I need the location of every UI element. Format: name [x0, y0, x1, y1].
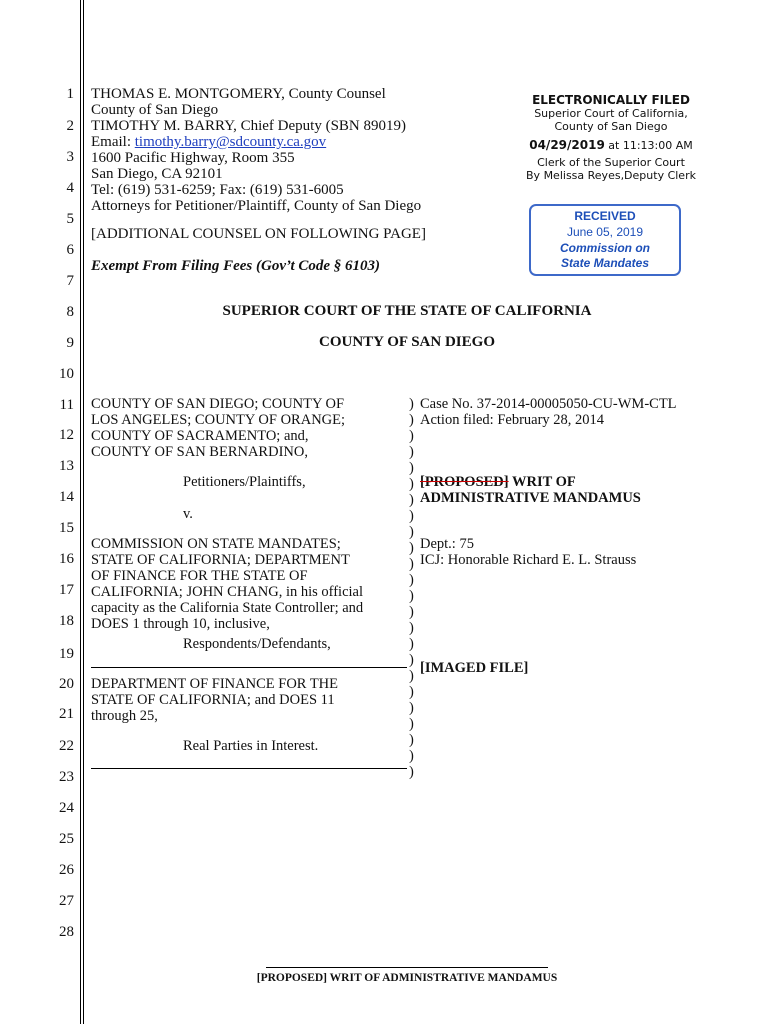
line-number: 4 [66, 180, 74, 196]
real-party-line: through 25, [91, 708, 158, 724]
caption-parentheses [409, 396, 414, 780]
paren: ) [409, 524, 414, 540]
petitioner-line: LOS ANGELES; COUNTY OF ORANGE; [91, 412, 346, 428]
paren: ) [409, 604, 414, 620]
real-parties [91, 676, 338, 724]
attorney-block [91, 86, 421, 214]
line-number: 9 [66, 335, 74, 351]
respondent-line: STATE OF CALIFORNIA; DEPARTMENT [91, 552, 350, 568]
footer-title: [PROPOSED] WRIT OF ADMINISTRATIVE MANDAMUS [256, 972, 558, 984]
line-number: 27 [59, 893, 74, 909]
writ-title [420, 474, 641, 506]
line-number: 5 [66, 211, 74, 227]
attorney-address2: San Diego, CA 92101 [91, 166, 223, 182]
line-number: 19 [59, 646, 74, 662]
respondent-line: COMMISSION ON STATE MANDATES; [91, 536, 341, 552]
paren: ) [409, 396, 414, 412]
received-date: June 05, 2019 [566, 225, 644, 239]
line-number: 25 [59, 831, 74, 847]
respondent-line: OF FINANCE FOR THE STATE OF [91, 568, 308, 584]
caption-rule-1 [91, 667, 407, 668]
efile-title: ELECTRONICALLY FILED [532, 93, 690, 107]
efile-time: at 11:13:00 AM [604, 139, 693, 152]
line-number: 10 [59, 366, 74, 382]
line-number: 18 [59, 613, 74, 629]
margin-line-left [80, 0, 81, 1024]
efile-county: County of San Diego [554, 120, 668, 133]
paren: ) [409, 732, 414, 748]
proposed-label: [PROPOSED] [420, 474, 509, 490]
paren: ) [409, 412, 414, 428]
paren: ) [409, 764, 414, 780]
respondents-role: Respondents/Defendants, [183, 636, 331, 652]
line-number: 7 [66, 273, 74, 289]
margin-line-right [83, 0, 84, 1024]
line-number: 17 [59, 582, 74, 598]
paren: ) [409, 476, 414, 492]
real-party-line: DEPARTMENT OF FINANCE FOR THE [91, 676, 339, 692]
efile-by: By Melissa Reyes,Deputy Clerk [526, 169, 696, 182]
attorney-phone: Tel: (619) 531-6259; Fax: (619) 531-6005 [91, 182, 344, 198]
paren: ) [409, 652, 414, 668]
line-number: 20 [59, 676, 74, 692]
writ-type: ADMINISTRATIVE MANDAMUS [420, 490, 641, 506]
petitioner-line: COUNTY OF SAN DIEGO; COUNTY OF [91, 396, 345, 412]
line-number: 1 [66, 86, 74, 102]
respondent-line: DOES 1 through 10, inclusive, [91, 616, 270, 632]
attorney-address1: 1600 Pacific Highway, Room 355 [91, 150, 295, 166]
additional-counsel: [ADDITIONAL COUNSEL ON FOLLOWING PAGE] [91, 226, 426, 242]
attorneys-for: Attorneys for Petitioner/Plaintiff, County of San Diego [91, 198, 422, 214]
line-number: 23 [59, 769, 74, 785]
line-number: 2 [66, 118, 74, 134]
action-filed: Action filed: February 28, 2014 [420, 412, 605, 428]
petitioners [91, 396, 345, 460]
exempt-fees: Exempt From Filing Fees (Gov’t Code § 6103) [91, 258, 381, 274]
paren: ) [409, 700, 414, 716]
writ-of: WRIT OF [508, 474, 576, 490]
line-number: 13 [59, 458, 74, 474]
line-number: 26 [59, 862, 74, 878]
petitioners-role: Petitioners/Plaintiffs, [183, 474, 306, 490]
line-number: 16 [59, 551, 74, 567]
line-number: 22 [59, 738, 74, 754]
petitioner-line: COUNTY OF SACRAMENTO; and, [91, 428, 309, 444]
paren: ) [409, 572, 414, 588]
paren: ) [409, 556, 414, 572]
email-link[interactable]: timothy.barry@sdcounty.ca.gov [134, 134, 327, 150]
paren: ) [409, 636, 414, 652]
line-number: 12 [59, 427, 74, 443]
real-party-line: STATE OF CALIFORNIA; and DOES 11 [91, 692, 335, 708]
line-number: 24 [59, 800, 74, 816]
paren: ) [409, 492, 414, 508]
paren: ) [409, 444, 414, 460]
efile-court: Superior Court of California, [534, 107, 688, 120]
line-number: 6 [66, 242, 74, 258]
line-number: 11 [59, 397, 74, 413]
imaged-file: [IMAGED FILE] [420, 660, 529, 676]
received-org2: State Mandates [560, 256, 650, 270]
paren: ) [409, 540, 414, 556]
line-number: 28 [59, 924, 74, 940]
paren: ) [409, 428, 414, 444]
paren: ) [409, 748, 414, 764]
department: Dept.: 75 [420, 536, 474, 552]
efile-stamp [516, 93, 706, 182]
attorney-county: County of San Diego [91, 102, 219, 118]
paren: ) [409, 620, 414, 636]
line-number: 15 [59, 520, 74, 536]
attorney-name: THOMAS E. MONTGOMERY, County Counsel [91, 86, 386, 102]
received-stamp [529, 204, 681, 276]
line-number: 3 [66, 149, 74, 165]
line-number: 8 [66, 304, 74, 320]
respondent-line: capacity as the California State Controller; and [91, 600, 364, 616]
email-label: Email: [91, 134, 135, 150]
line-number: 21 [59, 706, 74, 722]
respondent-line: CALIFORNIA; JOHN CHANG, in his official [91, 584, 364, 600]
efile-date: 04/29/2019 [529, 138, 605, 152]
judge: ICJ: Honorable Richard E. L. Strauss [420, 552, 637, 568]
versus: v. [183, 506, 193, 522]
respondents [91, 536, 363, 632]
real-parties-role: Real Parties in Interest. [183, 738, 319, 754]
caption-rule-2 [91, 768, 407, 769]
court-name: SUPERIOR COURT OF THE STATE OF CALIFORNIA [222, 303, 592, 319]
efile-clerk: Clerk of the Superior Court [537, 156, 685, 169]
line-number: 14 [59, 489, 74, 505]
court-county: COUNTY OF SAN DIEGO [319, 334, 495, 350]
footer-rule [266, 967, 548, 968]
paren: ) [409, 684, 414, 700]
attorney-deputy: TIMOTHY M. BARRY, Chief Deputy (SBN 89019) [91, 118, 407, 134]
paren: ) [409, 668, 414, 684]
case-number: Case No. 37-2014-00005050-CU-WM-CTL [420, 396, 677, 412]
received-org1: Commission on [559, 241, 650, 255]
paren: ) [409, 716, 414, 732]
petitioner-line: COUNTY OF SAN BERNARDINO, [91, 444, 308, 460]
received-title: RECEIVED [574, 209, 636, 223]
paren: ) [409, 588, 414, 604]
paren: ) [409, 460, 414, 476]
paren: ) [409, 508, 414, 524]
